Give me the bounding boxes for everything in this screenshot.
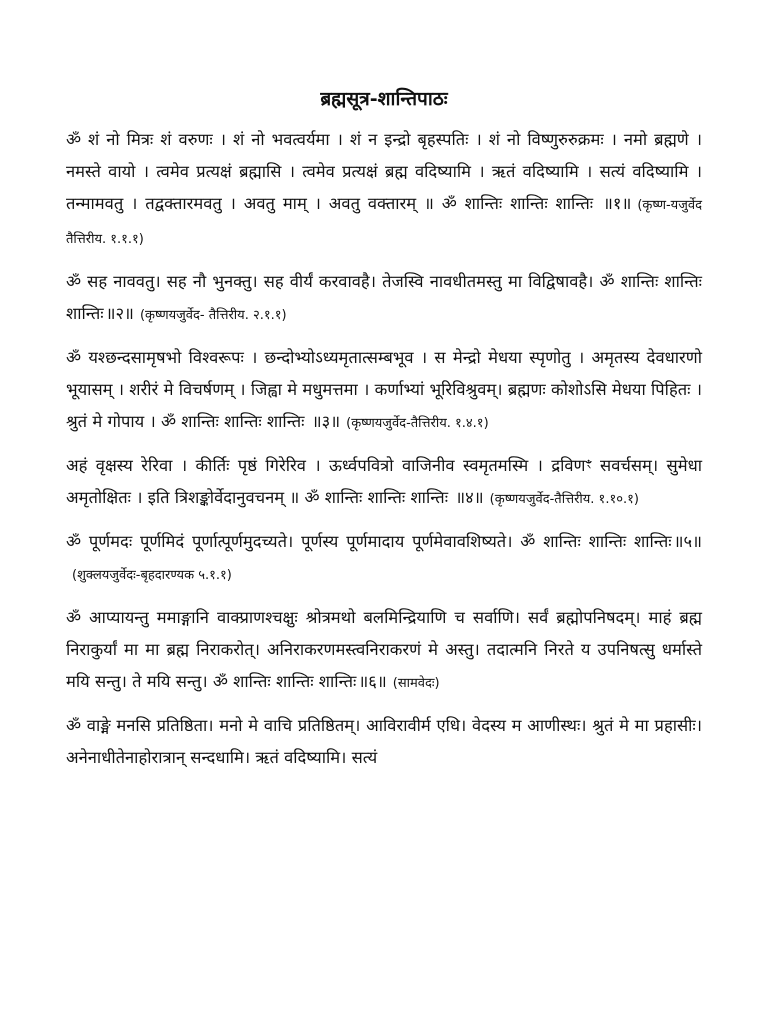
verse-number: ॥४॥ bbox=[455, 488, 484, 507]
verse-reference: (कृष्णयजुर्वेद- तैत्तिरीय. २.१.१) bbox=[139, 308, 287, 323]
verse-number: ॥२॥ bbox=[105, 304, 134, 323]
verse-reference: (कृष्णयजुर्वेद-तैत्तिरीय. १.१०.१) bbox=[489, 492, 639, 507]
verse-text: ॐ सह नाववतु। सह नौ भुनक्तु। सह वीर्यं करवावहै। तेजस्वि नावधीतमस्तु मा विद्विषावहै। ॐ शान्तिः शान्तिः शान्तिः bbox=[66, 272, 702, 323]
verse-text: ॐ शं नो मित्रः शं वरुणः । शं नो भवत्वर्यमा । शं न इन्द्रो बृहस्पतिः । शं नो विष्णुरुरुक्रमः । नमो ब्रह्मणे । नमस्ते वायो । त्वमेव प्रत्यक्षं ब्रह्मासि । त्वमेव प्रत्यक्षं ब्रह्म वदिष्यामि । ऋतं वदिष्यामि । सत्यं वदिष्यामि । तन्मामवतु । तद्वक्तारमवतु । अवतु माम् । अवतु वक्तारम् ॥ ॐ शान्तिः शान्तिः शान्तिः bbox=[66, 130, 702, 213]
verse-text: ॐ आप्यायन्तु ममाङ्गानि वाक्प्राणश्चक्षुः श्रोत्रमथो बलमिन्द्रियाणि च सर्वाणि। सर्वं ब्रह्मोपनिषदम्। माहं ब्रह्म निराकुर्यां मा मा ब्रह्म निराकरोत्। अनिराकरणमस्त्वनिराकरणं मे अस्तु। तदात्मनि निरते य उपनिषत्सु धर्मास्ते मयि सन्तु। ते मयि सन्तु। ॐ शान्तिः शान्तिः शान्तिः bbox=[66, 608, 702, 691]
verse-reference: (कृष्णयजुर्वेद-तैत्तिरीय. १.४.१) bbox=[346, 416, 489, 431]
verse-number: ॥१॥ bbox=[602, 194, 632, 213]
verse-text: ॐ पूर्णमदः पूर्णमिदं पूर्णात्पूर्णमुदच्यते। पूर्णस्य पूर्णमादाय पूर्णमेवावशिष्यते। ॐ शान्तिः शान्तिः शान्तिः bbox=[66, 532, 672, 551]
document-page bbox=[66, 84, 702, 784]
verse-6 bbox=[66, 602, 702, 700]
verse-number: ॥५॥ bbox=[673, 532, 702, 551]
verse-number: ॥३॥ bbox=[311, 412, 341, 431]
verse-reference: (शुक्लयजुर्वेदः-बृहदारण्यक ५.१.१) bbox=[72, 568, 232, 583]
verse-5 bbox=[66, 526, 702, 592]
verse-text: अहं वृक्षस्य रेरिवा । कीर्तिः पृष्ठं गिरेरिव । ऊर्ध्वपवित्रो वाजिनीव स्वमृतमस्मि । द्रविणꣳ सवर्चसम्। सुमेधा अमृतोक्षितः । इति त्रिशङ्कोर्वेदानुवचनम् ॥ ॐ शान्तिः शान्तिः शान्तिः bbox=[66, 456, 702, 507]
verse-reference: (सामवेदः) bbox=[392, 676, 440, 691]
verse-reference: (कृष्ण-यजुर्वेद तैत्तिरीय. १.१.१) bbox=[66, 198, 702, 247]
verse-number: ॥६॥ bbox=[358, 672, 387, 691]
page-title: ब्रह्मसूत्र-शान्तिपाठः bbox=[320, 88, 448, 110]
verse-text: ॐ वाङ्मे मनसि प्रतिष्ठिता। मनो मे वाचि प्रतिष्ठितम्। आविरावीर्म एधि। वेदस्य म आणीस्थः। श्रुतं मे मा प्रहासीः। अनेनाधीतेनाहोरात्रान् सन्दधामि। ऋतं वदिष्यामि। सत्यं bbox=[66, 716, 702, 767]
verse-7 bbox=[66, 710, 702, 774]
verse-3 bbox=[66, 342, 702, 440]
verse-2 bbox=[66, 266, 702, 332]
verse-1 bbox=[66, 124, 702, 256]
verse-text: ॐ यश्छन्दसामृषभो विश्वरूपः । छन्दोभ्योऽध्यमृतात्सम्बभूव । स मेन्द्रो मेधया स्पृणोतु । अमृतस्य देवधारणो भूयासम् । शरीरं मे विचर्षणम् । जिह्वा मे मधुमत्तमा । कर्णाभ्यां भूरिविश्रुवम्। ब्रह्मणः कोशोऽसि मेधया पिहितः । श्रुतं मे गोपाय । ॐ शान्तिः शान्तिः शान्तिः bbox=[66, 348, 702, 431]
verse-4 bbox=[66, 450, 702, 516]
